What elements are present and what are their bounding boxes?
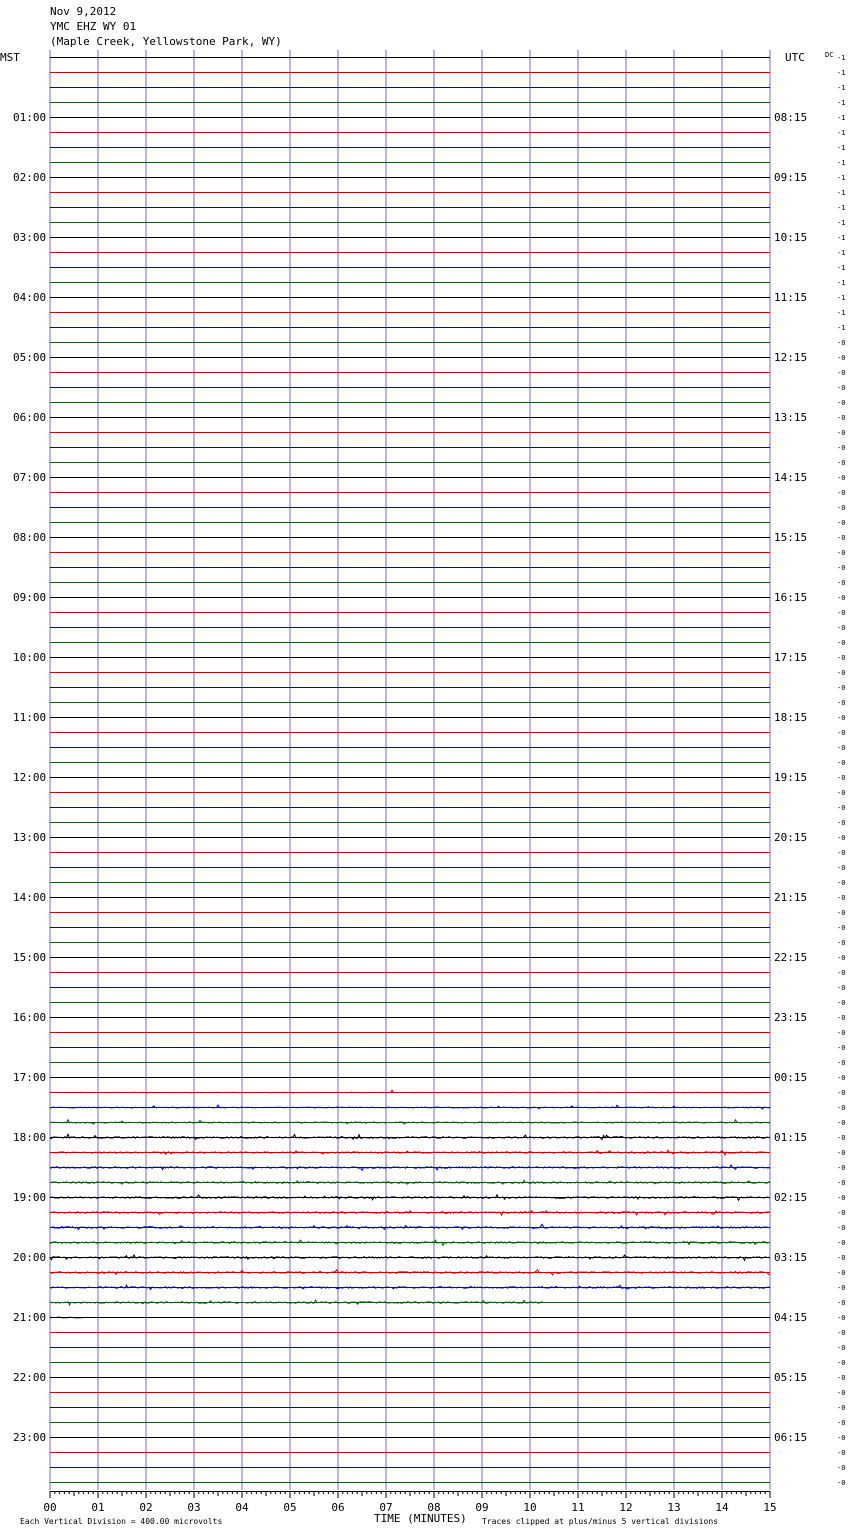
date-label: Nov 9,2012 <box>50 5 117 18</box>
x-tick-label: 15 <box>763 1501 777 1514</box>
x-tick-label: 06 <box>331 1501 345 1514</box>
dc-offset-label: -0 <box>837 1119 846 1127</box>
dc-offset-label: -0 <box>837 1014 846 1022</box>
utc-hour-label: 08:15 <box>774 111 808 124</box>
dc-offset-label: -0 <box>837 1029 846 1037</box>
mst-hour-label: 05:00 <box>13 351 47 364</box>
utc-hour-label: 23:15 <box>774 1011 808 1024</box>
dc-offset-label: -0 <box>837 1464 846 1472</box>
dc-offset-label: -0 <box>837 459 846 467</box>
dc-offset-label: -1 <box>837 309 846 317</box>
x-tick-label: 14 <box>715 1501 729 1514</box>
dc-offset-label: -0 <box>837 1074 846 1082</box>
dc-offset-label: -0 <box>837 474 846 482</box>
dc-offset-label: -1 <box>837 159 846 167</box>
dc-offset-label: -1 <box>837 189 846 197</box>
utc-hour-label: 14:15 <box>774 471 808 484</box>
dc-offset-label: -0 <box>837 669 846 677</box>
x-tick-label: 11 <box>571 1501 585 1514</box>
mst-hour-label: 16:00 <box>13 1011 47 1024</box>
x-tick-label: 04 <box>235 1501 249 1514</box>
dc-offset-label: -0 <box>837 1419 846 1427</box>
dc-offset-label: -0 <box>837 864 846 872</box>
dc-offset-label: -0 <box>837 549 846 557</box>
dc-offset-label: -0 <box>837 1104 846 1112</box>
utc-hour-label: 20:15 <box>774 831 808 844</box>
dc-offset-label: -0 <box>837 999 846 1007</box>
dc-offset-label: -1 <box>837 264 846 272</box>
dc-offset-label: -0 <box>837 399 846 407</box>
dc-offset-label: -0 <box>837 489 846 497</box>
dc-offset-label: -0 <box>837 789 846 797</box>
utc-hour-label: 11:15 <box>774 291 808 304</box>
mst-hour-label: 19:00 <box>13 1191 47 1204</box>
x-tick-label: 10 <box>523 1501 537 1514</box>
dc-offset-label: -0 <box>837 1269 846 1277</box>
dc-offset-label: -0 <box>837 534 846 542</box>
dc-offset-label: -0 <box>837 594 846 602</box>
dc-offset-label: -0 <box>837 849 846 857</box>
utc-hour-label: 18:15 <box>774 711 808 724</box>
dc-offset-label: -0 <box>837 1374 846 1382</box>
x-tick-label: 05 <box>283 1501 297 1514</box>
dc-offset-label: -0 <box>837 684 846 692</box>
dc-offset-label: -0 <box>837 1284 846 1292</box>
dc-offset-label: -1 <box>837 84 846 92</box>
dc-offset-label: -0 <box>837 1149 846 1157</box>
dc-offset-label: -0 <box>837 429 846 437</box>
x-tick-label: 01 <box>91 1501 105 1514</box>
utc-hour-label: 21:15 <box>774 891 808 904</box>
left-axis-label: MST <box>0 51 20 64</box>
dc-offset-label: -0 <box>837 699 846 707</box>
utc-hour-label: 09:15 <box>774 171 808 184</box>
dc-offset-label: -0 <box>837 519 846 527</box>
dc-offset-label: -0 <box>837 1089 846 1097</box>
x-axis-label: TIME (MINUTES) <box>374 1512 467 1525</box>
dc-offset-label: -0 <box>837 744 846 752</box>
utc-hour-label: 02:15 <box>774 1191 808 1204</box>
x-tick-label: 12 <box>619 1501 633 1514</box>
dc-offset-label: -0 <box>837 939 846 947</box>
utc-hour-label: 05:15 <box>774 1371 808 1384</box>
dc-offset-label: -1 <box>837 99 846 107</box>
mst-hour-label: 10:00 <box>13 651 47 664</box>
mst-hour-label: 18:00 <box>13 1131 47 1144</box>
mst-hour-label: 03:00 <box>13 231 47 244</box>
dc-offset-label: -0 <box>837 729 846 737</box>
dc-offset-label: -1 <box>837 219 846 227</box>
dc-offset-label: -0 <box>837 924 846 932</box>
dc-offset-label: -0 <box>837 1344 846 1352</box>
dc-offset-label: -0 <box>837 984 846 992</box>
dc-offset-label: -0 <box>837 1194 846 1202</box>
dc-offset-label: -1 <box>837 69 846 77</box>
dc-offset-label: -1 <box>837 144 846 152</box>
dc-offset-label: -0 <box>837 609 846 617</box>
dc-offset-label: -0 <box>837 1314 846 1322</box>
utc-hour-label: 01:15 <box>774 1131 808 1144</box>
mst-hour-label: 12:00 <box>13 771 47 784</box>
station-label: YMC EHZ WY 01 <box>50 20 137 33</box>
dc-offset-label: -1 <box>837 294 846 302</box>
dc-offset-label: -0 <box>837 819 846 827</box>
utc-hour-label: 13:15 <box>774 411 808 424</box>
clip-note: Traces clipped at plus/minus 5 vertical divisions <box>482 1517 719 1526</box>
mst-hour-label: 01:00 <box>13 111 47 124</box>
dc-offset-label: -0 <box>837 834 846 842</box>
mst-hour-label: 14:00 <box>13 891 47 904</box>
plot-area <box>50 50 770 1490</box>
utc-hour-label: 19:15 <box>774 771 808 784</box>
mst-hour-label: 23:00 <box>13 1431 47 1444</box>
dc-offset-label: -0 <box>837 624 846 632</box>
dc-offset-label: -0 <box>837 504 846 512</box>
right-axis-label: UTC <box>785 51 805 64</box>
dc-offset-label: -0 <box>837 1179 846 1187</box>
dc-offset-label: -0 <box>837 804 846 812</box>
dc-offset-label: -1 <box>837 249 846 257</box>
dc-offset-label: -1 <box>837 174 846 182</box>
dc-offset-label: -0 <box>837 1239 846 1247</box>
dc-offset-label: -0 <box>837 1134 846 1142</box>
dc-offset-label: -0 <box>837 954 846 962</box>
dc-offset-label: -0 <box>837 1299 846 1307</box>
dc-offset-label: -0 <box>837 564 846 572</box>
mst-hour-label: 13:00 <box>13 831 47 844</box>
x-tick-label: 13 <box>667 1501 681 1514</box>
dc-offset-label: -0 <box>837 1164 846 1172</box>
dc-offset-label: -0 <box>837 1434 846 1442</box>
x-tick-label: 07 <box>379 1501 393 1514</box>
scale-note: Each Vertical Division = 400.00 microvolts <box>20 1517 223 1526</box>
dc-offset-label: -0 <box>837 579 846 587</box>
x-tick-label: 09 <box>475 1501 489 1514</box>
dc-offset-label: -1 <box>837 279 846 287</box>
dc-offset-label: -1 <box>837 114 846 122</box>
utc-hour-label: 06:15 <box>774 1431 808 1444</box>
dc-offset-label: -1 <box>837 324 846 332</box>
mst-hour-label: 06:00 <box>13 411 47 424</box>
dc-offset-label: -0 <box>837 654 846 662</box>
utc-hour-label: 22:15 <box>774 951 808 964</box>
mst-hour-label: 07:00 <box>13 471 47 484</box>
seismic-trace-signal <box>50 1317 83 1318</box>
dc-offset-label: -0 <box>837 759 846 767</box>
utc-hour-label: 16:15 <box>774 591 808 604</box>
mst-hour-label: 11:00 <box>13 711 47 724</box>
utc-hour-label: 15:15 <box>774 531 808 544</box>
dc-offset-label: -1 <box>837 54 846 62</box>
dc-offset-label: -0 <box>837 354 846 362</box>
mst-hour-label: 15:00 <box>13 951 47 964</box>
dc-offset-label: -0 <box>837 714 846 722</box>
dc-offset-label: -1 <box>837 234 846 242</box>
dc-offset-label: -0 <box>837 1449 846 1457</box>
mst-hour-label: 22:00 <box>13 1371 47 1384</box>
dc-label: DC <box>825 51 834 59</box>
dc-offset-label: -0 <box>837 879 846 887</box>
x-tick-label: 02 <box>139 1501 153 1514</box>
mst-hour-label: 09:00 <box>13 591 47 604</box>
utc-hour-label: 10:15 <box>774 231 808 244</box>
x-tick-label: 00 <box>43 1501 57 1514</box>
mst-hour-label: 08:00 <box>13 531 47 544</box>
mst-hour-label: 21:00 <box>13 1311 47 1324</box>
dc-offset-label: -0 <box>837 369 846 377</box>
dc-offset-label: -0 <box>837 1059 846 1067</box>
dc-offset-label: -0 <box>837 969 846 977</box>
dc-offset-label: -1 <box>837 129 846 137</box>
dc-offset-label: -0 <box>837 1329 846 1337</box>
dc-offset-label: -0 <box>837 384 846 392</box>
dc-offset-label: -0 <box>837 1209 846 1217</box>
utc-hour-label: 03:15 <box>774 1251 808 1264</box>
dc-offset-label: -0 <box>837 339 846 347</box>
dc-offset-label: -0 <box>837 909 846 917</box>
location-label: (Maple Creek, Yellowstone Park, WY) <box>50 35 282 48</box>
x-tick-label: 08 <box>427 1501 441 1514</box>
mst-hour-label: 02:00 <box>13 171 47 184</box>
dc-offset-label: -0 <box>837 1224 846 1232</box>
dc-offset-label: -0 <box>837 1404 846 1412</box>
dc-offset-label: -1 <box>837 204 846 212</box>
dc-offset-label: -0 <box>837 639 846 647</box>
utc-hour-label: 00:15 <box>774 1071 808 1084</box>
dc-offset-label: -0 <box>837 1254 846 1262</box>
dc-offset-label: -0 <box>837 774 846 782</box>
utc-hour-label: 04:15 <box>774 1311 808 1324</box>
mst-hour-label: 17:00 <box>13 1071 47 1084</box>
dc-offset-label: -0 <box>837 1479 846 1487</box>
dc-offset-label: -0 <box>837 1359 846 1367</box>
dc-offset-label: -0 <box>837 894 846 902</box>
dc-offset-label: -0 <box>837 1389 846 1397</box>
utc-hour-label: 12:15 <box>774 351 808 364</box>
mst-hour-label: 20:00 <box>13 1251 47 1264</box>
dc-offset-label: -0 <box>837 414 846 422</box>
dc-offset-label: -0 <box>837 1044 846 1052</box>
mst-hour-label: 04:00 <box>13 291 47 304</box>
x-tick-label: 03 <box>187 1501 201 1514</box>
utc-hour-label: 17:15 <box>774 651 808 664</box>
dc-offset-label: -0 <box>837 444 846 452</box>
